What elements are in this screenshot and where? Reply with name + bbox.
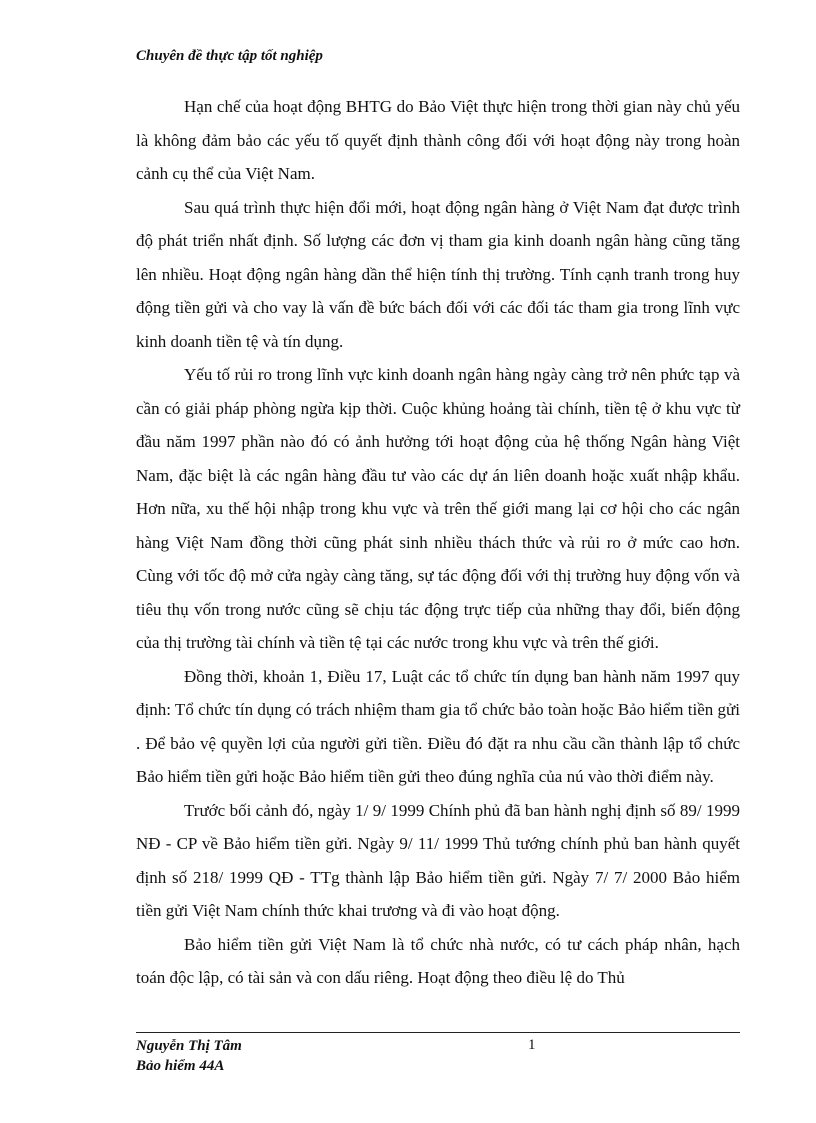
paragraph: Đồng thời, khoản 1, Điều 17, Luật các tổ chức tín dụng ban hành năm 1997 quy định: Tổ chức tín dụng có trách nhiệm tham gia tổ chức bảo toàn hoặc Bảo hiểm tiền gửi . Để bảo vệ quyền lợi của người gửi tiền. Điều đó đặt ra nhu cầu cần thành lập tổ chức Bảo hiểm tiền gửi hoặc Bảo hiểm tiền gửi theo đúng nghĩa của nú vào thời điểm này. [136, 666, 740, 786]
page-header: Chuyên đề thực tập tốt nghiệp [136, 48, 323, 64]
paragraph: Sau quá trình thực hiện đổi mới, hoạt động ngân hàng ở Việt Nam đạt được trình độ phát triển nhất định. Số lượng các đơn vị tham gia kinh doanh ngân hàng cũng tăng lên nhiều. Hoạt động ngân hàng dần thể hiện tính thị trường. Tính cạnh tranh trong huy động tiền gửi và cho vay là vấn đề bức bách đối với các đối tác tham gia trong lĩnh vực kinh doanh tiền tệ và tín dụng. [136, 197, 740, 351]
footer-divider [136, 1032, 740, 1033]
document-body [136, 90, 740, 995]
footer-author: Nguyễn Thị Tâm [136, 1038, 242, 1054]
paragraph: Hạn chế của hoạt động BHTG do Bảo Việt thực hiện trong thời gian này chủ yếu là không đảm bảo các yếu tố quyết định thành công đối với hoạt động này trong hoàn cảnh cụ thể của Việt Nam. [136, 97, 740, 183]
paragraph: Bảo hiểm tiền gửi Việt Nam là tổ chức nhà nước, có tư cách pháp nhân, hạch toán độc lập, có tài sản và con dấu riêng. Hoạt động theo điều lệ do Thủ [136, 934, 740, 987]
footer-author-block [136, 1036, 242, 1076]
page-number: 1 [528, 1037, 536, 1053]
paragraph: Yếu tố rủi ro trong lĩnh vực kinh doanh ngân hàng ngày càng trở nên phức tạp và cần có giải pháp phòng ngừa kịp thời. Cuộc khủng hoảng tài chính, tiền tệ ở khu vực từ đầu năm 1997 phần nào đó có ảnh hưởng tới hoạt động của hệ thống Ngân hàng Việt Nam, đặc biệt là các ngân hàng đầu tư vào các dự án liên doanh hoặc xuất nhập khẩu. Hơn nữa, xu thế hội nhập trong khu vực và trên thế giới mang lại cơ hội cho các ngân hàng Việt Nam đồng thời cũng phát sinh nhiều thách thức và rủi ro ở mức cao hơn. Cùng với tốc độ mở cửa ngày càng tăng, sự tác động đối với thị trường huy động vốn và tiêu thụ vốn trong nước cũng sẽ chịu tác động trực tiếp của những thay đổi, biến động của thị trường tài chính và tiền tệ tại các nước trong khu vực và trên thế giới. [136, 365, 740, 652]
footer-class: Bảo hiểm 44A [136, 1058, 225, 1074]
paragraph: Trước bối cảnh đó, ngày 1/ 9/ 1999 Chính phủ đã ban hành nghị định số 89/ 1999 NĐ - CP về Bảo hiểm tiền gửi. Ngày 9/ 11/ 1999 Thủ tướng chính phủ ban hành quyết định số 218/ 1999 QĐ - TTg thành lập Bảo hiểm tiền gửi. Ngày 7/ 7/ 2000 Bảo hiểm tiền gửi Việt Nam chính thức khai trương và đi vào hoạt động. [136, 800, 740, 920]
